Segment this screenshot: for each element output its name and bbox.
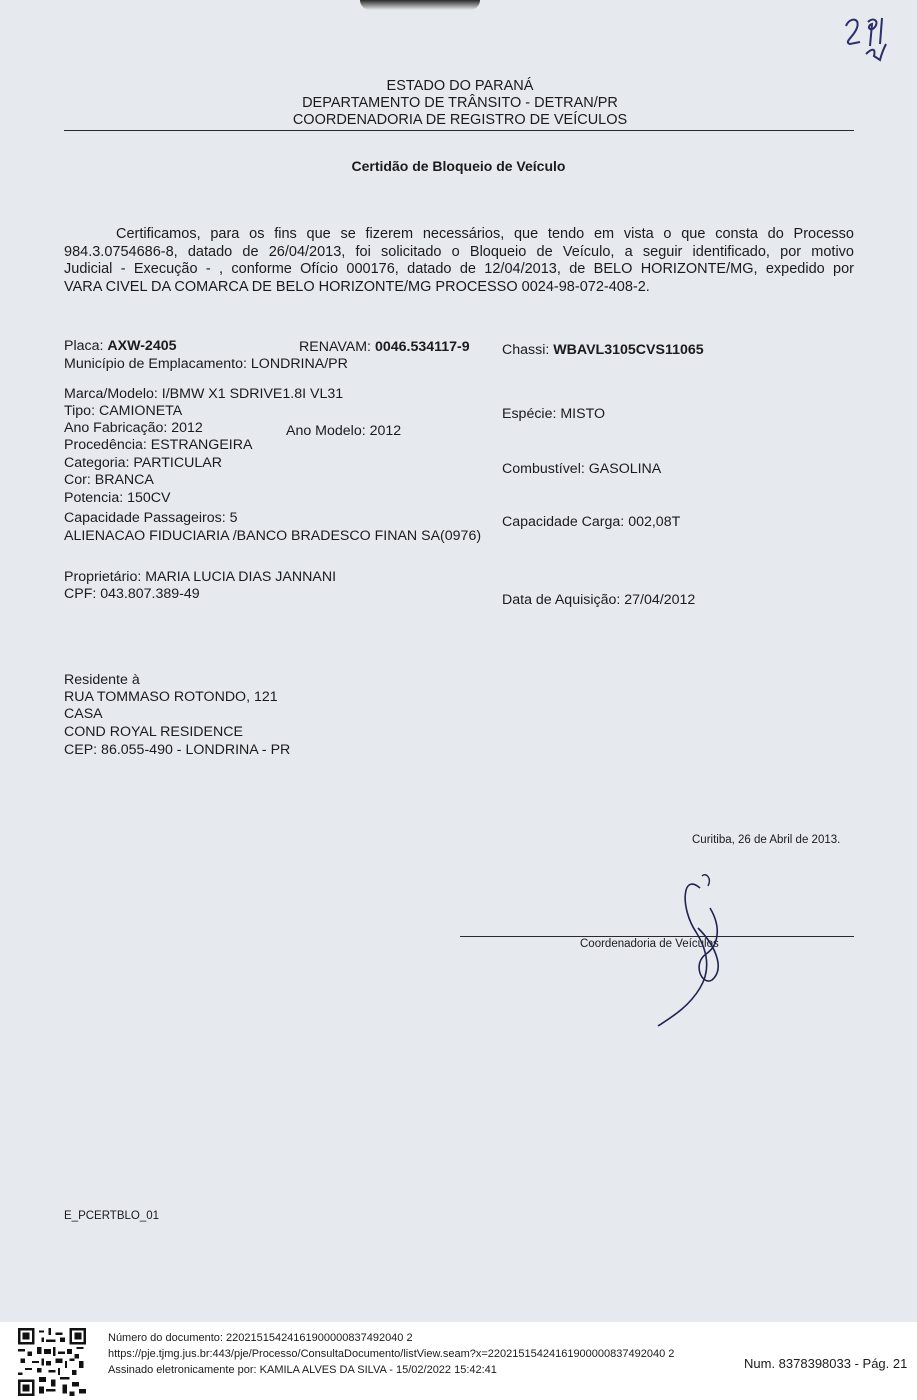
capacidade-carga-field: Capacidade Carga: 002,08T [502,514,681,530]
scan-shadow [360,0,480,10]
marca-modelo-field: Marca/Modelo: I/BMW X1 SDRIVE1.8I VL31 [64,386,344,402]
header-line-2: DEPARTAMENTO DE TRÂNSITO - DETRAN/PR [302,95,618,111]
footer-url[interactable]: https://pje.tjmg.jus.br:443/pje/Processo/ConsultaDocumento/listView.seam?x=22021515424161900000837492040 2 [108,1348,675,1360]
especie-field: Espécie: MISTO [502,406,606,422]
handwritten-page-number [836,8,892,64]
categoria-field: Categoria: PARTICULAR [64,455,222,471]
chassi-field [502,342,704,358]
ano-modelo-field: Ano Modelo: 2012 [286,423,402,439]
placa-label: Placa: [64,338,104,354]
placa-value: AXW-2405 [107,338,177,354]
paragraph-line: Judicial - Execução - , conforme Ofício 000176, datado de 12/04/2013, de BELO HORIZONTE/MG, expedido por [64,261,854,277]
header-rule [64,130,854,131]
header-line-1: ESTADO DO PARANÁ [386,78,534,94]
municipio-field: Município de Emplacamento: LONDRINA/PR [64,356,348,372]
qr-code-icon [18,1328,86,1396]
paragraph-line: Certificamos, para os fins que se fizerem necessários, que tendo em vista o que consta do Processo [116,226,854,242]
paragraph-line: 984.3.0754686-8, datado de 26/04/2013, foi solicitado o Bloqueio de Veículo, a seguir identificado, por motivo [64,243,854,260]
cor-field: Cor: BRANCA [64,472,154,488]
chassi-value: WBAVL3105CVS11065 [553,342,704,358]
address-line-2: CASA [64,706,103,722]
ano-fabricacao-field: Ano Fabricação: 2012 [64,420,203,436]
address-line-4: CEP: 86.055-490 - LONDRINA - PR [64,742,291,758]
signature-label: Coordenadoria de Veículos [580,938,719,950]
potencia-field: Potencia: 150CV [64,490,171,506]
procedencia-field: Procedência: ESTRANGEIRA [64,437,253,453]
place-date: Curitiba, 26 de Abril de 2013. [692,834,841,846]
tipo-field: Tipo: CAMIONETA [64,403,183,419]
combustivel-field: Combustível: GASOLINA [502,461,662,477]
handwritten-signature [640,868,750,1028]
alienacao-field: ALIENACAO FIDUCIARIA /BANCO BRADESCO FINAN SA(0976) [64,528,482,544]
chassi-label: Chassi: [502,342,550,358]
renavam-value: 0046.534117-9 [374,339,470,355]
footer-doc-number: Número do documento: 22021515424161900000837492040 2 [108,1332,413,1344]
cpf-field: CPF: 043.807.389-49 [64,586,200,602]
residente-label: Residente à [64,672,140,688]
footer-signed-by: Assinado eletronicamente por: KAMILA ALVES DA SILVA - 15/02/2022 15:42:41 [108,1364,497,1376]
footer-page-reference: Num. 8378398033 - Pág. 21 [744,1356,908,1371]
renavam-label: RENAVAM: [299,339,371,355]
address-line-3: COND ROYAL RESIDENCE [64,724,243,740]
renavam-field [299,339,470,355]
placa-field [64,338,177,354]
certification-paragraph [64,226,854,296]
document-title: Certidão de Bloqueio de Veículo [351,158,566,174]
capacidade-passageiros-field: Capacidade Passageiros: 5 [64,510,238,526]
header-line-3: COORDENADORIA DE REGISTRO DE VEÍCULOS [292,112,628,128]
proprietario-field: Proprietário: MARIA LUCIA DIAS JANNANI [64,569,337,585]
data-aquisicao-field: Data de Aquisição: 27/04/2012 [502,592,696,608]
paragraph-line: VARA CIVEL DA COMARCA DE BELO HORIZONTE/MG PROCESSO 0024-98-072-408-2. [64,278,650,295]
address-line-1: RUA TOMMASO ROTONDO, 121 [64,689,278,705]
form-code: E_PCERTBLO_01 [64,1210,160,1222]
